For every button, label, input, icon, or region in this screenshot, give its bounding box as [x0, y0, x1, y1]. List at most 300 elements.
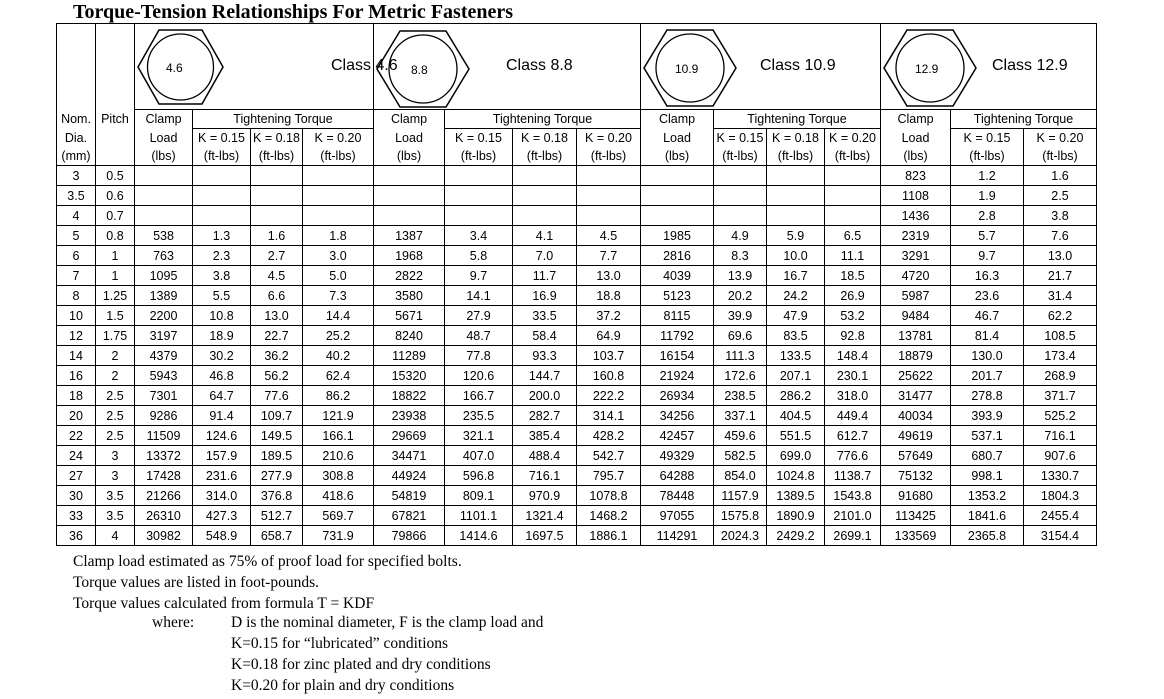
table-cell: 144.7 — [513, 366, 577, 386]
table-cell: 23938 — [374, 406, 445, 426]
table-cell: 268.9 — [1024, 366, 1097, 386]
table-cell: 2.3 — [193, 246, 251, 266]
table-cell — [577, 166, 641, 186]
table-cell: 42457 — [641, 426, 714, 446]
table-cell: 81.4 — [951, 326, 1024, 346]
table-cell: 189.5 — [251, 446, 303, 466]
table-cell: 3 — [96, 466, 135, 486]
table-cell — [445, 166, 513, 186]
table-cell: 11509 — [135, 426, 193, 446]
table-cell: 133569 — [881, 526, 951, 546]
table-cell: 0.6 — [96, 186, 135, 206]
table-cell: 22.7 — [251, 326, 303, 346]
table-cell: 4039 — [641, 266, 714, 286]
table-cell: 699.0 — [767, 446, 825, 466]
table-cell: 24.2 — [767, 286, 825, 306]
table-cell: 488.4 — [513, 446, 577, 466]
table-cell: 680.7 — [951, 446, 1024, 466]
table-row — [57, 226, 1097, 246]
table-cell — [825, 166, 881, 186]
table-cell: 0.8 — [96, 226, 135, 246]
table-cell: 1697.5 — [513, 526, 577, 546]
table-cell: 40.2 — [303, 346, 374, 366]
class-label: Class 12.9 — [992, 57, 1068, 74]
table-cell: 2816 — [641, 246, 714, 266]
table-cell: 1804.3 — [1024, 486, 1097, 506]
table-cell: 53.2 — [825, 306, 881, 326]
table-cell: 49329 — [641, 446, 714, 466]
table-cell: 172.6 — [714, 366, 767, 386]
table-cell: 36 — [57, 526, 96, 546]
table-cell: 2319 — [881, 226, 951, 246]
table-cell: 321.1 — [445, 426, 513, 446]
table-cell: 133.5 — [767, 346, 825, 366]
table-cell: 716.1 — [513, 466, 577, 486]
table-cell: 3.5 — [57, 186, 96, 206]
table-cell: 2699.1 — [825, 526, 881, 546]
table-cell: 31477 — [881, 386, 951, 406]
table-cell: 2.5 — [1024, 186, 1097, 206]
table-cell — [374, 166, 445, 186]
table-cell — [251, 186, 303, 206]
table-cell: 121.9 — [303, 406, 374, 426]
table-cell: 27 — [57, 466, 96, 486]
table-cell: 23.6 — [951, 286, 1024, 306]
table-cell: 10.8 — [193, 306, 251, 326]
table-cell: 4 — [96, 526, 135, 546]
table-cell: 13.0 — [251, 306, 303, 326]
hex-bolt-icon — [137, 26, 247, 108]
table-cell: 4720 — [881, 266, 951, 286]
table-cell — [513, 186, 577, 206]
table-cell: 86.2 — [303, 386, 374, 406]
table-cell: 49619 — [881, 426, 951, 446]
table-cell: 404.5 — [767, 406, 825, 426]
table-cell: 5943 — [135, 366, 193, 386]
table-cell: 2 — [96, 366, 135, 386]
table-cell: 459.6 — [714, 426, 767, 446]
table-cell: 91.4 — [193, 406, 251, 426]
table-cell — [303, 186, 374, 206]
table-cell: 538 — [135, 226, 193, 246]
table-cell: 1985 — [641, 226, 714, 246]
table-cell: 36.2 — [251, 346, 303, 366]
table-cell: 5.8 — [445, 246, 513, 266]
table-cell: 58.4 — [513, 326, 577, 346]
table-cell — [714, 186, 767, 206]
table-cell — [135, 166, 193, 186]
table-cell: 542.7 — [577, 446, 641, 466]
table-cell: 385.4 — [513, 426, 577, 446]
table-cell: 4 — [57, 206, 96, 226]
table-cell: 29669 — [374, 426, 445, 446]
table-cell: 1353.2 — [951, 486, 1024, 506]
table-cell: 64288 — [641, 466, 714, 486]
table-cell — [251, 166, 303, 186]
table-cell: 13.0 — [577, 266, 641, 286]
table-cell: 1 — [96, 246, 135, 266]
table-cell: 2.5 — [96, 426, 135, 446]
table-cell: 1.5 — [96, 306, 135, 326]
table-cell: 5 — [57, 226, 96, 246]
table-cell — [513, 206, 577, 226]
table-row — [57, 466, 1097, 486]
table-cell: 449.4 — [825, 406, 881, 426]
table-cell: 3 — [96, 446, 135, 466]
table-cell: 93.3 — [513, 346, 577, 366]
table-cell: 46.8 — [193, 366, 251, 386]
table-cell: 1157.9 — [714, 486, 767, 506]
table-cell: 3291 — [881, 246, 951, 266]
table-cell: 308.8 — [303, 466, 374, 486]
table-cell: 6 — [57, 246, 96, 266]
table-cell: 314.0 — [193, 486, 251, 506]
table-cell: 8115 — [641, 306, 714, 326]
table-cell: 2101.0 — [825, 506, 881, 526]
table-cell: 1387 — [374, 226, 445, 246]
table-cell: 26310 — [135, 506, 193, 526]
table-cell: 157.9 — [193, 446, 251, 466]
table-cell: 39.9 — [714, 306, 767, 326]
table-body — [57, 166, 1097, 546]
table-cell: 14 — [57, 346, 96, 366]
table-cell: 1330.7 — [1024, 466, 1097, 486]
table-cell: 57649 — [881, 446, 951, 466]
table-cell: 2429.2 — [767, 526, 825, 546]
table-cell — [135, 206, 193, 226]
table-row — [57, 206, 1097, 226]
table-cell: 5671 — [374, 306, 445, 326]
table-cell: 0.5 — [96, 166, 135, 186]
table-cell: 612.7 — [825, 426, 881, 446]
table-cell: 8.3 — [714, 246, 767, 266]
table-cell: 31.4 — [1024, 286, 1097, 306]
table-cell: 166.1 — [303, 426, 374, 446]
table-cell: 16.3 — [951, 266, 1024, 286]
table-cell: 18 — [57, 386, 96, 406]
table-cell — [767, 186, 825, 206]
table-cell: 25622 — [881, 366, 951, 386]
table-cell: 7.0 — [513, 246, 577, 266]
table-cell: 407.0 — [445, 446, 513, 466]
table-cell: 130.0 — [951, 346, 1024, 366]
table-cell: 26934 — [641, 386, 714, 406]
class-12-9-header — [881, 24, 1097, 110]
table-cell: 2 — [96, 346, 135, 366]
table-cell: 46.7 — [951, 306, 1024, 326]
table-cell: 207.1 — [767, 366, 825, 386]
table-cell: 77.6 — [251, 386, 303, 406]
table-cell — [251, 206, 303, 226]
table-cell: 67821 — [374, 506, 445, 526]
table-cell: 525.2 — [1024, 406, 1097, 426]
table-cell: 393.9 — [951, 406, 1024, 426]
table-cell — [641, 186, 714, 206]
table-cell: 1389.5 — [767, 486, 825, 506]
table-row — [57, 286, 1097, 306]
class-badge: 8.8 — [411, 63, 428, 77]
table-cell: 17428 — [135, 466, 193, 486]
table-cell: 5.5 — [193, 286, 251, 306]
table-cell: 33 — [57, 506, 96, 526]
table-row — [57, 166, 1097, 186]
table-cell: 4379 — [135, 346, 193, 366]
table-cell: 44924 — [374, 466, 445, 486]
table-cell: 5.0 — [303, 266, 374, 286]
table-cell: 763 — [135, 246, 193, 266]
table-cell: 5987 — [881, 286, 951, 306]
table-cell: 551.5 — [767, 426, 825, 446]
table-cell: 4.1 — [513, 226, 577, 246]
table-cell: 11.7 — [513, 266, 577, 286]
table-cell: 200.0 — [513, 386, 577, 406]
table-cell: 1 — [96, 266, 135, 286]
table-cell: 64.9 — [577, 326, 641, 346]
table-cell: 907.6 — [1024, 446, 1097, 466]
table-cell: 33.5 — [513, 306, 577, 326]
table-row — [57, 446, 1097, 466]
table-cell: 16 — [57, 366, 96, 386]
table-cell: 795.7 — [577, 466, 641, 486]
table-cell: 1543.8 — [825, 486, 881, 506]
table-cell: 9.7 — [951, 246, 1024, 266]
table-cell: 4.5 — [251, 266, 303, 286]
note-clamp-load: Clamp load estimated as 75% of proof load for specified bolts. — [73, 553, 462, 570]
table-cell: 14.1 — [445, 286, 513, 306]
table-cell — [193, 206, 251, 226]
table-cell: 3154.4 — [1024, 526, 1097, 546]
table-cell — [714, 206, 767, 226]
table-cell: 3197 — [135, 326, 193, 346]
note-formula: Torque values calculated from formula T = KDF — [73, 595, 375, 612]
table-cell: 230.1 — [825, 366, 881, 386]
table-cell — [767, 166, 825, 186]
table-cell: 1.6 — [1024, 166, 1097, 186]
table-cell: 13781 — [881, 326, 951, 346]
table-cell: 1101.1 — [445, 506, 513, 526]
table-cell: 9.7 — [445, 266, 513, 286]
table-cell: 34256 — [641, 406, 714, 426]
table-cell: 2822 — [374, 266, 445, 286]
table-cell: 1078.8 — [577, 486, 641, 506]
table-cell: 91680 — [881, 486, 951, 506]
table-cell: 286.2 — [767, 386, 825, 406]
table-cell: 21266 — [135, 486, 193, 506]
table-cell: 1.3 — [193, 226, 251, 246]
table-cell: 148.4 — [825, 346, 881, 366]
table-cell: 8240 — [374, 326, 445, 346]
table-cell: 13.9 — [714, 266, 767, 286]
table-cell — [825, 186, 881, 206]
table-cell: 30982 — [135, 526, 193, 546]
table-cell: 12 — [57, 326, 96, 346]
table-cell — [513, 166, 577, 186]
table-cell: 10.0 — [767, 246, 825, 266]
table-cell — [303, 206, 374, 226]
table-cell: 21924 — [641, 366, 714, 386]
table-cell — [193, 166, 251, 186]
class-badge: 4.6 — [166, 61, 183, 75]
table-cell: 79866 — [374, 526, 445, 546]
table-cell: 823 — [881, 166, 951, 186]
table-row — [57, 506, 1097, 526]
table-cell: 998.1 — [951, 466, 1024, 486]
table-cell: 231.6 — [193, 466, 251, 486]
table-cell: 235.5 — [445, 406, 513, 426]
table-cell: 809.1 — [445, 486, 513, 506]
table-cell: 109.7 — [251, 406, 303, 426]
table-cell: 64.7 — [193, 386, 251, 406]
table-cell: 428.2 — [577, 426, 641, 446]
table-cell: 92.8 — [825, 326, 881, 346]
table-cell: 120.6 — [445, 366, 513, 386]
note-where-line: K=0.15 for “lubricated” conditions — [231, 635, 449, 652]
table-cell: 20 — [57, 406, 96, 426]
table-cell: 1.8 — [303, 226, 374, 246]
table-cell: 582.5 — [714, 446, 767, 466]
table-cell: 201.7 — [951, 366, 1024, 386]
table-cell: 166.7 — [445, 386, 513, 406]
table-row — [57, 486, 1097, 506]
table-cell: 8 — [57, 286, 96, 306]
table-cell: 427.3 — [193, 506, 251, 526]
table-cell: 548.9 — [193, 526, 251, 546]
table-row — [57, 266, 1097, 286]
table-cell: 5.7 — [951, 226, 1024, 246]
table-cell: 11792 — [641, 326, 714, 346]
table-cell — [577, 206, 641, 226]
note-where-line: K=0.18 for zinc plated and dry conditions — [231, 656, 491, 673]
table-row — [57, 246, 1097, 266]
note-units: Torque values are listed in foot-pounds. — [73, 574, 319, 591]
table-cell: 113425 — [881, 506, 951, 526]
table-cell: 25.2 — [303, 326, 374, 346]
table-cell: 731.9 — [303, 526, 374, 546]
table-cell: 3.5 — [96, 486, 135, 506]
table-cell: 3.8 — [1024, 206, 1097, 226]
table-cell: 34471 — [374, 446, 445, 466]
table-cell: 776.6 — [825, 446, 881, 466]
note-where: where: — [152, 614, 195, 631]
table-row — [57, 346, 1097, 366]
table-cell: 18.5 — [825, 266, 881, 286]
table-cell: 2200 — [135, 306, 193, 326]
table-cell: 3.4 — [445, 226, 513, 246]
torque-tension-table: 4.6 Class 4.6 8.8 Class 8.8 10.9 Class 10.9 12.9 Class 12.9 Nom. Pitch Clamp Tightening Torque Clamp Tightening Torque Clamp Tightening Torque Clamp Tightening Torque Dia. Load K = 0.15 K = 0.18 K = 0.20 Load K = 0.15 K = 0.18 K = 0.20 Load K = 0.15 K = 0.18 K = 0.20 Load K = 0.15 K = 0.20 (mm) (lbs) (ft-lbs) (ft-lbs) (ft-lbs) (lbs) (ft-lbs) (ft-lbs) (ft-lbs) (lbs) (ft-lbs) (ft-lbs) (ft-lbs) (lbs) (ft-lbs) (ft-lbs) 3 0.5 823 1.2 1.6 3.5 0.6 1108 1.9 2.5 4 0.7 1436 2.8 3.8 5 0.8 538 1.3 1.6 1.8 1387 3.4 4.1 4.5 1985 4.9 5.9 6.5 2319 5.7 7.6 6 1 763 2.3 2.7 3.0 1968 5.8 7.0 7.7 2816 8.3 10.0 11.1 3291 9.7 13.0 7 1 1095 3.8 4.5 5.0 2822 9.7 11.7 13.0 4039 13.9 16.7 18.5 4720 16.3 21.7 8 1.25 1389 5.5 6.6 7.3 3580 14.1 16.9 18.8 5123 20.2 24.2 26.9 5987 23.6 31.4 10 1.5 2200 10.8 13.0 14.4 5671 27.9 33.5 37.2 8115 39.9 47.9 53.2 9484 46.7 62.2 12 1.75 3197 18.9 22.7 25.2 8240 48.7 58.4 64.9 11792 69.6 83.5 92.8 13781 81.4 108.5 14 2 4379 30.2 36.2 40.2 11289 77.8 93.3 103.7 16154 111.3 133.5 148.4 18879 130.0 173.4 16 2 5943 46.8 56.2 62.4 15320 120.6 144.7 160.8 21924 172.6 207.1 230.1 25622 201.7 268.9 18 2.5 7301 64.7 77.6 86.2 18822 166.7 200.0 222.2 26934 238.5 286.2 318.0 31477 278.8 371.7 20 2.5 9286 91.4 109.7 121.9 23938 235.5 282.7 314.1 34256 337.1 404.5 449.4 40034 393.9 525.2 22 2.5 11509 124.6 149.5 166.1 29669 321.1 385.4 428.2 42457 459.6 551.5 612.7 49619 537.1 716.1 24 3 13372 157.9 189.5 210.6 34471 407.0 488.4 542.7 49329 582.5 699.0 776.6 57649 680.7 907.6 27 3 17428 231.6 277.9 308.8 44924 596.8 716.1 795.7 64288 854.0 1024.8 1138.7 75132 998.1 1330.7 30 3.5 21266 314.0 376.8 418.6 54819 809.1 970.9 1078.8 78448 1157.9 1389.5 1543.8 91680 1353.2 1804.3 33 3.5 26310 427.3 512.7 569.7 67821 1101.1 1321.4 1468.2 97055 1575.8 1890.9 2101.0 113425 1841.6 2455.4 36 4 30982 548.9 658.7 731.9 79866 1414.6 1697.5 1886.1 114291 2024.3 2429.2 2699.1 133569 2365.8 3154.4 — [56, 23, 1097, 546]
table-cell: 103.7 — [577, 346, 641, 366]
table-cell: 7.3 — [303, 286, 374, 306]
table-cell: 18879 — [881, 346, 951, 366]
table-cell: 314.1 — [577, 406, 641, 426]
table-cell — [374, 186, 445, 206]
table-cell: 62.2 — [1024, 306, 1097, 326]
table-cell: 6.5 — [825, 226, 881, 246]
table-cell: 47.9 — [767, 306, 825, 326]
note-where-line: D is the nominal diameter, F is the clamp load and — [231, 614, 544, 631]
table-cell: 1886.1 — [577, 526, 641, 546]
table-cell: 1968 — [374, 246, 445, 266]
table-cell: 78448 — [641, 486, 714, 506]
table-cell: 11.1 — [825, 246, 881, 266]
table-cell: 2.8 — [951, 206, 1024, 226]
table-cell — [135, 186, 193, 206]
table-cell: 160.8 — [577, 366, 641, 386]
note-where-line: K=0.20 for plain and dry conditions — [231, 677, 455, 694]
table-cell: 124.6 — [193, 426, 251, 446]
table-cell: 0.7 — [96, 206, 135, 226]
table-cell: 318.0 — [825, 386, 881, 406]
table-cell: 2024.3 — [714, 526, 767, 546]
page-title: Torque-Tension Relationships For Metric Fasteners — [73, 1, 514, 23]
table-cell: 1468.2 — [577, 506, 641, 526]
table-cell: 1095 — [135, 266, 193, 286]
table-cell: 16.9 — [513, 286, 577, 306]
table-cell: 596.8 — [445, 466, 513, 486]
table-cell: 1138.7 — [825, 466, 881, 486]
table-cell: 11289 — [374, 346, 445, 366]
table-cell: 62.4 — [303, 366, 374, 386]
table-cell — [374, 206, 445, 226]
table-cell: 20.2 — [714, 286, 767, 306]
table-cell: 1.9 — [951, 186, 1024, 206]
table-cell: 1575.8 — [714, 506, 767, 526]
class-badge: 10.9 — [675, 62, 699, 76]
table-cell: 7.6 — [1024, 226, 1097, 246]
table-cell: 1890.9 — [767, 506, 825, 526]
table-cell: 1.25 — [96, 286, 135, 306]
table-cell — [303, 166, 374, 186]
table-cell — [445, 206, 513, 226]
table-cell: 14.4 — [303, 306, 374, 326]
table-cell: 97055 — [641, 506, 714, 526]
table-cell: 4.5 — [577, 226, 641, 246]
table-cell: 9286 — [135, 406, 193, 426]
table-cell: 69.6 — [714, 326, 767, 346]
table-cell: 1.2 — [951, 166, 1024, 186]
table-cell: 1414.6 — [445, 526, 513, 546]
table-cell: 114291 — [641, 526, 714, 546]
table-cell: 569.7 — [303, 506, 374, 526]
table-cell: 2.7 — [251, 246, 303, 266]
table-cell: 18822 — [374, 386, 445, 406]
table-cell: 75132 — [881, 466, 951, 486]
table-row — [57, 326, 1097, 346]
table-cell: 37.2 — [577, 306, 641, 326]
table-cell — [193, 186, 251, 206]
table-cell: 1.75 — [96, 326, 135, 346]
table-row — [57, 526, 1097, 546]
table-cell: 277.9 — [251, 466, 303, 486]
table-cell: 6.6 — [251, 286, 303, 306]
table-cell: 210.6 — [303, 446, 374, 466]
table-cell: 3.5 — [96, 506, 135, 526]
table-cell: 2.5 — [96, 406, 135, 426]
table-cell: 1436 — [881, 206, 951, 226]
table-cell: 1321.4 — [513, 506, 577, 526]
class-label: Class 10.9 — [760, 57, 836, 74]
table-cell: 1841.6 — [951, 506, 1024, 526]
table-cell: 48.7 — [445, 326, 513, 346]
table-cell: 4.9 — [714, 226, 767, 246]
table-cell: 376.8 — [251, 486, 303, 506]
table-cell — [577, 186, 641, 206]
table-cell — [825, 206, 881, 226]
table-cell: 18.9 — [193, 326, 251, 346]
table-cell: 5.9 — [767, 226, 825, 246]
table-cell: 512.7 — [251, 506, 303, 526]
table-cell: 716.1 — [1024, 426, 1097, 446]
table-cell: 1024.8 — [767, 466, 825, 486]
